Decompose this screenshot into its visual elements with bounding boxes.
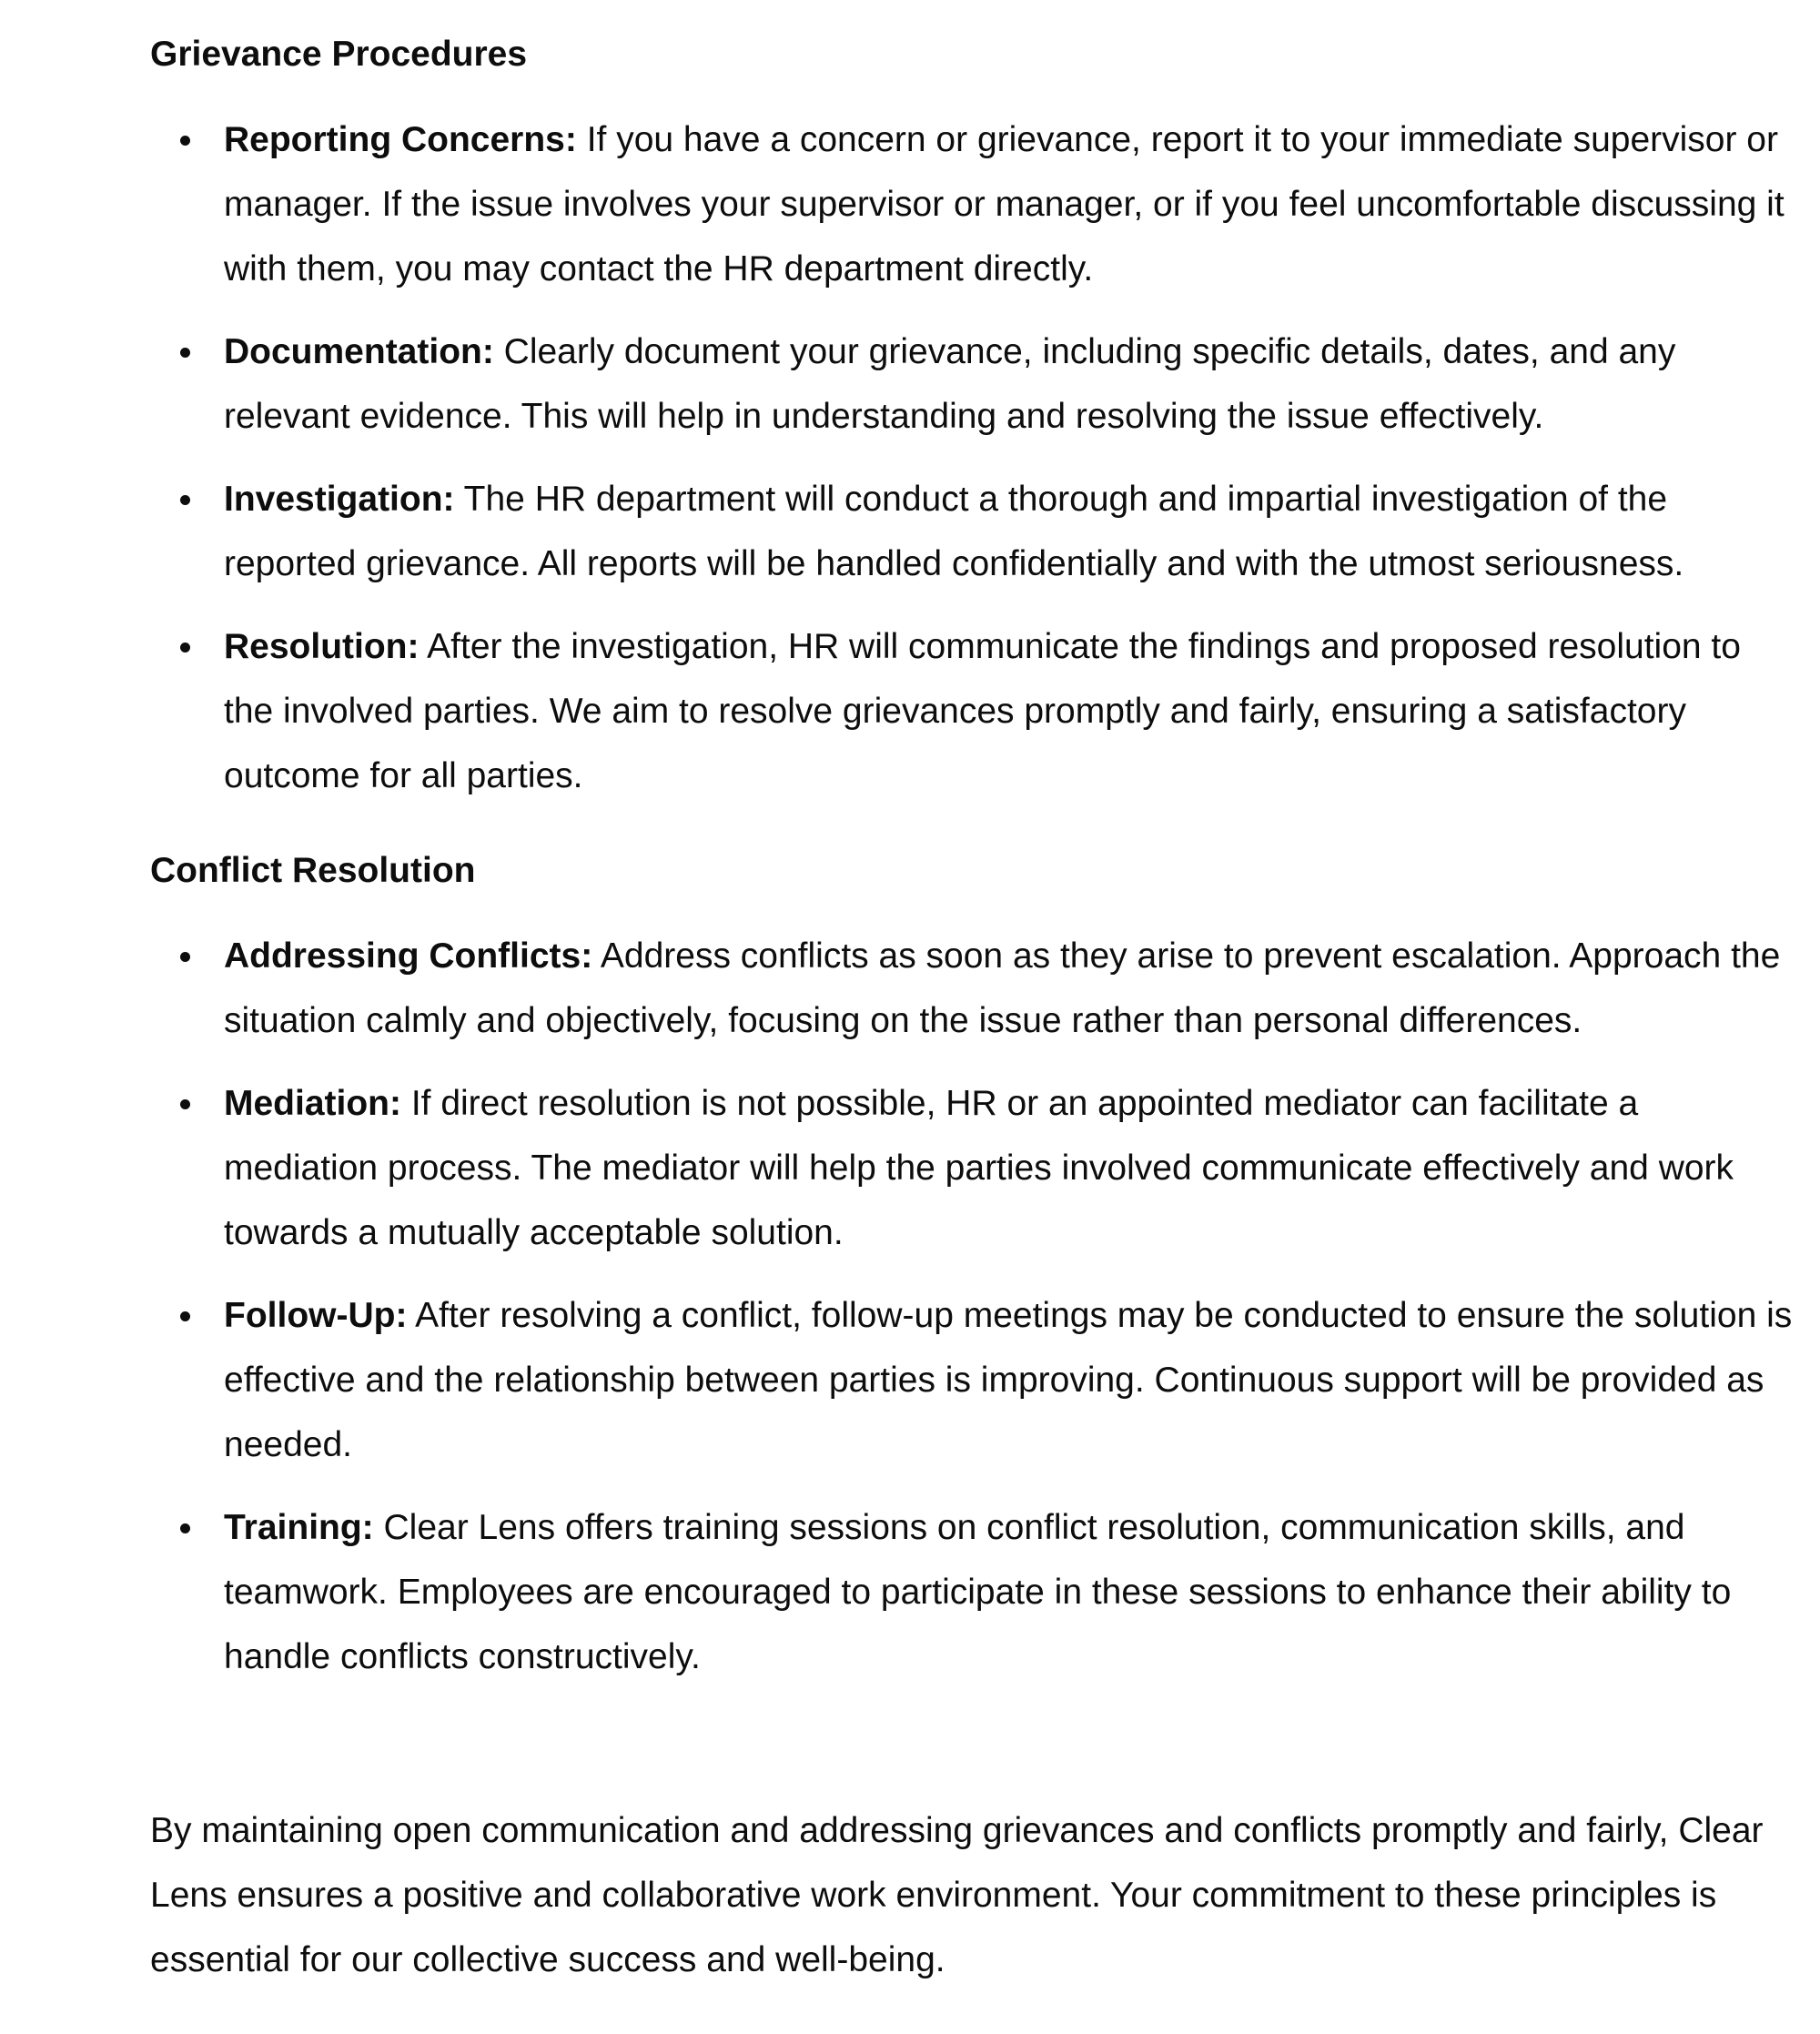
closing-paragraph: By maintaining open communication and addressing grievances and conflicts promptly and fairly, Clear Lens ensures a positive and collaborative work environment. Your commitment to these principles is essential for our collective success and well-being. <box>150 1811 1764 1979</box>
item-term: Documentation: <box>224 332 494 371</box>
item-text: If you have a concern or grievance, report it to your immediate supervisor or manager. If the issue involves your supervisor or manager, or if you feel uncomfortable discussing it with them, you may contact the HR department directly. <box>224 120 1785 288</box>
item-text: Address conflicts as soon as they arise to prevent escalation. Approach the situation calmly and objectively, focusing on the issue rather than personal differences. <box>224 936 1781 1040</box>
bullet-icon <box>180 1523 190 1533</box>
list-item-training <box>150 1495 1797 1689</box>
bullet-icon <box>180 136 190 146</box>
conflict-resolution-list <box>150 924 1797 1707</box>
bullet-icon <box>180 348 190 358</box>
bullet-icon <box>180 1099 190 1109</box>
item-text: After the investigation, HR will communicate the findings and proposed resolution to the involved parties. We aim to resolve grievances promptly and fairly, ensuring a satisfactory outcome for all parties. <box>224 627 1741 795</box>
item-text: Clear Lens offers training sessions on conflict resolution, communication skills, and teamwork. Employees are encouraged to participate in these sessions to enhance their ability to handle conflicts constructively. <box>224 1508 1732 1676</box>
bullet-icon <box>180 952 190 962</box>
item-term: Follow-Up: <box>224 1296 408 1335</box>
list-item-addressing-conflicts <box>150 924 1797 1053</box>
grievance-procedures-list <box>150 107 1797 826</box>
item-text: Clearly document your grievance, including specific details, dates, and any relevant evidence. This will help in understanding and resolving the issue effectively. <box>224 332 1676 436</box>
item-term: Investigation: <box>224 480 455 519</box>
item-term: Reporting Concerns: <box>224 120 577 159</box>
list-item-investigation <box>150 467 1797 596</box>
list-item-mediation <box>150 1071 1797 1265</box>
bullet-icon <box>180 643 190 653</box>
list-item-follow-up <box>150 1283 1797 1477</box>
item-term: Addressing Conflicts: <box>224 936 593 976</box>
list-item-reporting-concerns <box>150 107 1797 301</box>
item-text: The HR department will conduct a thorough and impartial investigation of the reported grievance. All reports will be handled confidentially and with the utmost seriousness. <box>224 480 1684 583</box>
item-term: Resolution: <box>224 627 420 666</box>
bullet-icon <box>180 1311 190 1321</box>
list-item-resolution <box>150 614 1797 808</box>
list-item-documentation <box>150 319 1797 449</box>
bullet-icon <box>180 495 190 505</box>
item-term: Mediation: <box>224 1084 401 1123</box>
item-text: After resolving a conflict, follow-up meetings may be conducted to ensure the solution is effective and the relationship between parties is improving. Continuous support will be provided as needed. <box>224 1296 1793 1464</box>
section-heading-conflict-resolution: Conflict Resolution <box>150 851 476 890</box>
section-heading-grievance-procedures: Grievance Procedures <box>150 35 528 74</box>
item-text: If direct resolution is not possible, HR or an appointed mediator can facilitate a mediation process. The mediator will help the parties involved communicate effectively and work towards a mutually acceptable solution. <box>224 1084 1734 1252</box>
item-term: Training: <box>224 1508 374 1547</box>
